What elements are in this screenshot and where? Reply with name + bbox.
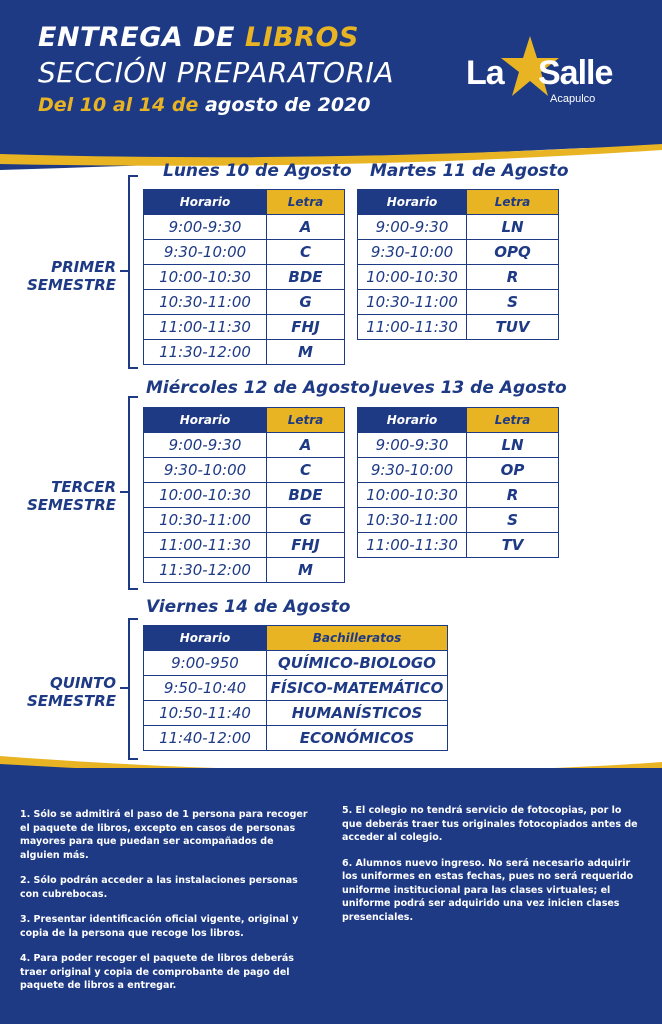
time-cell: 9:30-10:00 [358, 240, 467, 265]
schedule-table-lunes: Horario Letra 9:00-9:30 A 9:30-10:00 C 10:00-10:30 BDE 10:30-11:00 G 11:00-11:30 FHJ 11:30-12:00 M [143, 189, 345, 365]
time-cell: 10:00-10:30 [358, 265, 467, 290]
time-cell: 10:30-11:00 [358, 508, 467, 533]
time-cell: 9:00-9:30 [358, 433, 467, 458]
table-row [358, 458, 559, 483]
letter-cell: S [467, 508, 559, 533]
time-cell: 9:00-9:30 [144, 433, 267, 458]
letter-cell: C [267, 240, 345, 265]
brace-quinto [128, 618, 138, 760]
table-row [144, 508, 345, 533]
table-row [144, 726, 448, 751]
day-title-jueves: Jueves 13 de Agosto [372, 378, 567, 398]
time-cell: 9:00-9:30 [358, 215, 467, 240]
table-row [144, 558, 345, 583]
program-cell: FÍSICO-MATEMÁTICO [267, 676, 448, 701]
letter-cell: TUV [467, 315, 559, 340]
time-cell: 11:00-11:30 [144, 315, 267, 340]
table-row [358, 215, 559, 240]
table-row [358, 508, 559, 533]
notes-left-column [20, 808, 316, 1005]
semester-label-primer: PRIMER SEMESTRE [26, 258, 116, 294]
footer-notes-panel [0, 768, 662, 1024]
time-cell: 11:00-11:30 [358, 315, 467, 340]
time-cell: 11:00-11:30 [144, 533, 267, 558]
time-cell: 9:50-10:40 [144, 676, 267, 701]
program-cell: HUMANÍSTICOS [267, 701, 448, 726]
table-row [358, 483, 559, 508]
time-cell: 9:00-950 [144, 651, 267, 676]
note-item: 1. Sólo se admitirá el paso de 1 persona para recoger el paquete de libros, excepto en casos de personas mayores para que puedan ser acompañados de alguien más. [20, 809, 308, 861]
table-row [358, 433, 559, 458]
note-item: 4. Para poder recoger el paquete de libros deberás traer original y copia de comprobante de pago del paquete de libros a entregar. [20, 953, 294, 991]
schedule-table-jueves: Horario Letra 9:00-9:30 LN 9:30-10:00 OP 10:00-10:30 R 10:30-11:00 S 11:00-11:30 TV [357, 407, 559, 558]
schedule-table-viernes: Horario Bachilleratos 9:00-950 QUÍMICO-BIOLOGO 9:50-10:40 FÍSICO-MATEMÁTICO 10:50-11:40 HUMANÍSTICOS 11:40-12:00 ECONÓMICOS [143, 625, 448, 751]
day-title-viernes: Viernes 14 de Agosto [146, 597, 351, 617]
time-cell: 10:30-11:00 [144, 290, 267, 315]
day-title-martes: Martes 11 de Agosto [370, 161, 569, 181]
table-row [144, 240, 345, 265]
table-row [144, 483, 345, 508]
schedule-table-martes: Horario Letra 9:00-9:30 LN 9:30-10:00 OPQ 10:00-10:30 R 10:30-11:00 S 11:00-11:30 TUV [357, 189, 559, 340]
time-cell: 10:00-10:30 [144, 265, 267, 290]
time-cell: 10:00-10:30 [358, 483, 467, 508]
time-cell: 11:40-12:00 [144, 726, 267, 751]
day-title-lunes: Lunes 10 de Agosto [163, 161, 352, 181]
letter-cell: G [267, 290, 345, 315]
table-row [358, 290, 559, 315]
schedule-table-miercoles: Horario Letra 9:00-9:30 A 9:30-10:00 C 10:00-10:30 BDE 10:30-11:00 G 11:00-11:30 FHJ 11:30-12:00 M [143, 407, 345, 583]
table-row [144, 340, 345, 365]
header-banner [0, 0, 662, 148]
table-row [144, 676, 448, 701]
semester-label-tercer: TERCER SEMESTRE [26, 478, 116, 514]
table-row [358, 240, 559, 265]
dates-line: Del 10 al 14 de agosto de 2020 [38, 94, 371, 116]
letter-cell: OP [467, 458, 559, 483]
letter-cell: G [267, 508, 345, 533]
letter-cell: A [267, 215, 345, 240]
letter-cell: BDE [267, 265, 345, 290]
letter-cell: FHJ [267, 533, 345, 558]
brace-tercer [128, 396, 138, 590]
time-cell: 9:30-10:00 [144, 458, 267, 483]
letter-cell: A [267, 433, 345, 458]
table-row [144, 701, 448, 726]
table-row [144, 433, 345, 458]
letter-cell: R [467, 265, 559, 290]
time-cell: 11:30-12:00 [144, 558, 267, 583]
day-title-miercoles: Miércoles 12 de Agosto [146, 378, 370, 398]
table-row [358, 315, 559, 340]
table-row [144, 290, 345, 315]
time-cell: 11:00-11:30 [358, 533, 467, 558]
table-row [144, 315, 345, 340]
letter-cell: LN [467, 433, 559, 458]
la-salle-logo: La Salle Acapulco [462, 40, 622, 110]
time-cell: 10:50-11:40 [144, 701, 267, 726]
letter-cell: S [467, 290, 559, 315]
semester-label-quinto: QUINTO SEMESTRE [26, 674, 116, 710]
table-row [144, 458, 345, 483]
note-item: 2. Sólo podrán acceder a las instalaciones personas con cubrebocas. [20, 875, 298, 900]
table-row [358, 265, 559, 290]
letter-cell: LN [467, 215, 559, 240]
table-row [144, 533, 345, 558]
letter-cell: OPQ [467, 240, 559, 265]
time-cell: 9:30-10:00 [358, 458, 467, 483]
table-row [144, 651, 448, 676]
time-cell: 10:30-11:00 [144, 508, 267, 533]
letter-cell: BDE [267, 483, 345, 508]
brace-primer [128, 175, 138, 369]
page-title: ENTREGA DE LIBROS [38, 22, 359, 53]
time-cell: 11:30-12:00 [144, 340, 267, 365]
program-cell: ECONÓMICOS [267, 726, 448, 751]
letter-cell: FHJ [267, 315, 345, 340]
letter-cell: M [267, 558, 345, 583]
letter-cell: M [267, 340, 345, 365]
time-cell: 9:30-10:00 [144, 240, 267, 265]
notes-right-column [342, 804, 640, 936]
time-cell: 9:00-9:30 [144, 215, 267, 240]
letter-cell: R [467, 483, 559, 508]
note-item: 6. Alumnos nuevo ingreso. No será necesario adquirir los uniformes en estas fechas, pues no será requerido uniforme institucional para las clases virtuales; el uniforme podrá ser adquirido una vez inicien clases presenciales. [342, 857, 634, 923]
note-item: 5. El colegio no tendrá servicio de fotocopias, por lo que deberás traer tus originales fotocopiados antes de acceder al colegio. [342, 805, 638, 843]
table-row [144, 265, 345, 290]
time-cell: 10:00-10:30 [144, 483, 267, 508]
letter-cell: TV [467, 533, 559, 558]
table-row [358, 533, 559, 558]
time-cell: 10:30-11:00 [358, 290, 467, 315]
note-item: 3. Presentar identificación oficial vigente, original y copia de la persona que recoge los libros. [20, 914, 299, 939]
letter-cell: C [267, 458, 345, 483]
page-subtitle: SECCIÓN PREPARATORIA [38, 56, 394, 89]
program-cell: QUÍMICO-BIOLOGO [267, 651, 448, 676]
table-row [144, 215, 345, 240]
